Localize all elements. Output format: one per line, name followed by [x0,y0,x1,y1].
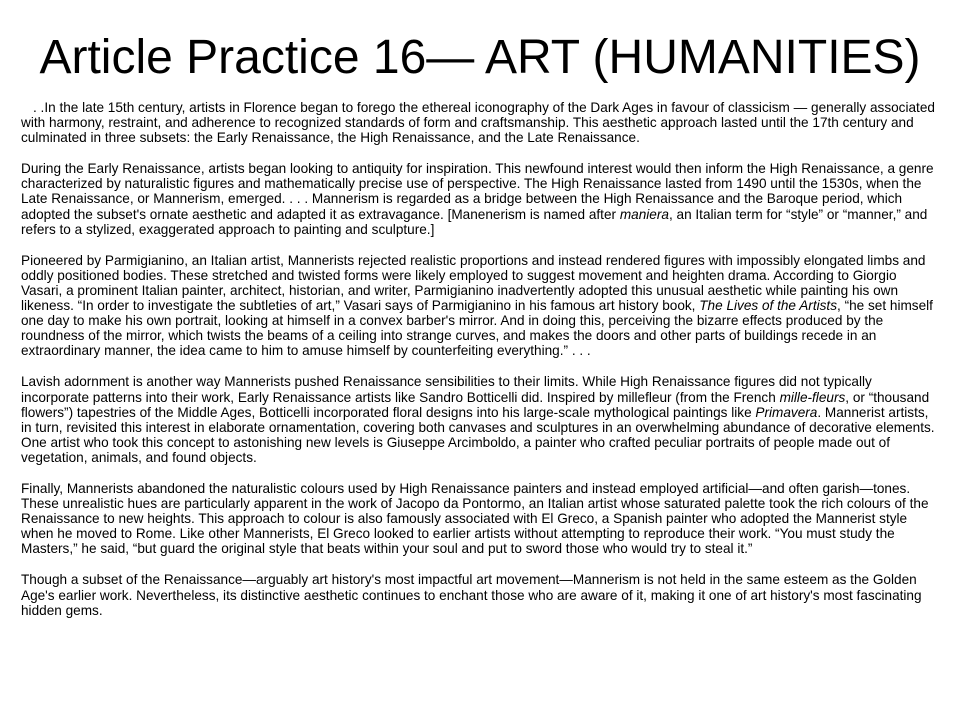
paragraph-5-text: Finally, Mannerists abandoned the naturalistic colours used by High Renaissance painters and instead employed artificial—and often garish—tones. These unrealistic hues are particularly apparent in the work of Jacopo da Pontormo, an Italian artist whose saturated palette took the rich colours of the Renaissance to new heights. This approach to colour is also famously associated with El Greco, a Spanish painter who adopted the Mannerist style when he moved to Rome. Like other Mannerists, El Greco looked to earlier artists without attempting to reproduce their work. “You must study the Masters,” he said, “but guard the original style that beats within your soul and put to sword those who would try to steal it.” [21,480,929,557]
paragraph-4-text-a: Lavish adornment is another way Mannerists pushed Renaissance sensibilities to their limits. While High Renaissance figures did not typically incorporate patterns into their work, Early Renaissance artists like Sandro Botticelli did. Inspired by millefleur (from the French [21,374,872,405]
slide-title: Article Practice 16— ART (HUMANITIES) [39,31,921,84]
paragraph-1 [21,100,941,145]
paragraph-3 [21,253,941,359]
paragraph-4-text-b: , or “thousand flowers”) tapestries of the Middle Ages, Botticelli incorporated floral designs into his large-scale mythological paintings like [21,389,930,420]
paragraph-3-book-title: The Lives of the Artists [699,298,838,314]
paragraph-2-italic-term: maniera [619,206,669,222]
paragraph-2 [21,161,941,236]
article-body [21,100,941,634]
paragraph-3-text-b: , “he set himself one day to make his own portrait, looking at himself in a convex barber's mirror. And in doing this, perceiving the bizarre effects produced by the roundness of the mirror, which twists the beams of a ceiling into strange curves, and makes the doors and other parts of buildings recede in an extraordinary manner, the idea came to him to amuse himself by counterfeiting everything.” . . . [21,298,933,359]
paragraph-2-text-a: During the Early Renaissance, artists began looking to antiquity for inspiration. This newfound interest would then inform the High Renaissance, a genre characterized by naturalistic figures and mathematically precise use of perspective. The High Renaissance lasted from 1490 until the 1530s, when the Late Renaissance, or Mannerism, emerged. . . . Mannerism is regarded as a bridge between the High Renaissance and the Baroque period, which adopted the subset's ornate aesthetic and adapted it as extravagance. [Manenerism is named after [21,161,934,222]
paragraph-4-italic-term: mille-fleurs [779,389,846,405]
paragraph-1-text: . .In the late 15th century, artists in Florence began to forego the ethereal iconography of the Dark Ages in favour of classicism — generally associated with harmony, restraint, and adherence to recognized standards of form and craftsmanship. This aesthetic approach lasted until the 17th century and culminated in three subsets: the Early Renaissance, the High Renaissance, and the Late Renaissance. [21,100,935,146]
paragraph-4-painting-title: Primavera [755,404,818,420]
paragraph-2-text-b: , an Italian term for “style” or “manner,” and refers to a stylized, exaggerated approach to painting and sculpture.] [21,206,928,237]
paragraph-4 [21,374,941,465]
paragraph-6 [21,572,941,617]
paragraph-6-text: Though a subset of the Renaissance—arguably art history's most impactful art movement—Mannerism is not held in the same esteem as the Golden Age's earlier work. Nevertheless, its distinctive aesthetic continues to enchant those who are aware of it, making it one of art history's most fascinating hidden gems. [21,572,922,618]
paragraph-5 [21,481,941,556]
paragraph-3-text-a: Pioneered by Parmigianino, an Italian artist, Mannerists rejected realistic proportions and instead rendered figures with impossibly elongated limbs and oddly positioned bodies. These stretched and twisted forms were likely employed to suggest movement and heighten drama. According to Giorgio Vasari, a prominent Italian painter, architect, historian, and writer, Parmigianino inadvertently adopted this unusual aesthetic while painting his own likeness. “In order to investigate the subtleties of art,” Vasari says of Parmigianino in his famous art history book, [21,252,926,314]
paragraph-4-text-c: . Mannerist artists, in turn, revisited this interest in elaborate ornamentation, covering both canvases and sculptures in an overwhelming abundance of decorative elements. One artist who took this concept to astonishing new levels is Giuseppe Arcimboldo, a painter who crafted peculiar portraits of people made out of vegetation, animals, and found objects. [21,404,935,465]
